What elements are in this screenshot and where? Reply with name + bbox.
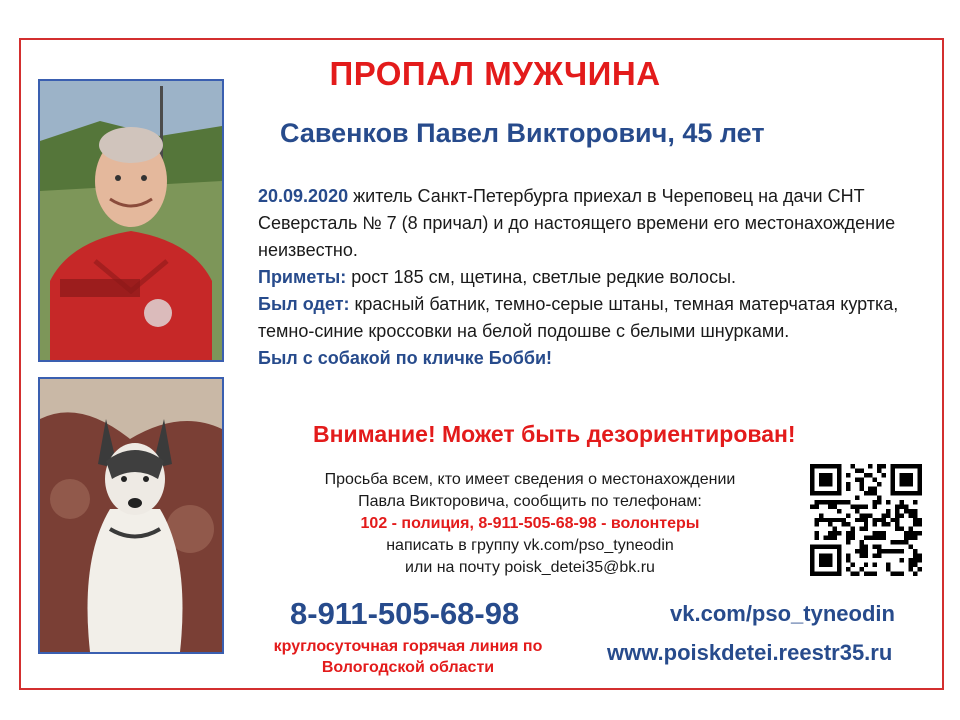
poster-title: ПРОПАЛ МУЖЧИНА	[329, 55, 661, 92]
signs-text: рост 185 см, щетина, светлые редкие волосы.	[346, 267, 737, 287]
attention-note: Внимание! Может быть дезориентирован!	[313, 421, 796, 447]
dog-note: Был с собакой по кличке Бобби!	[258, 348, 553, 368]
man-photo-icon	[40, 81, 222, 360]
request-phones: 102 - полиция, 8-911-505-68-98 - волонтеры	[360, 515, 700, 532]
request-line-1: Просьба всем, кто имеет сведения о местонахождении	[324, 471, 736, 488]
request-line-5: или на почту poisk_detei35@bk.ru	[405, 559, 655, 576]
qr-code-icon	[810, 464, 922, 576]
hotline-caption	[248, 636, 568, 678]
vk-link[interactable]: vk.com/pso_tyneodin	[670, 601, 895, 626]
hotline-caption-line-2: Вологодской области	[321, 659, 495, 676]
hotline-phone: 8-911-505-68-98	[290, 596, 520, 631]
qr-code-svg	[810, 464, 922, 576]
missing-person-name: Савенков Павел Викторович, 45 лет	[280, 118, 765, 148]
clothes-text: красный батник, темно-серые штаны, темная матерчатая куртка, темно-синие кроссовки на белой подошве с белыми шнурками.	[258, 294, 899, 341]
description-block	[258, 183, 918, 372]
site-link[interactable]: www.poiskdetei.reestr35.ru	[607, 640, 893, 665]
request-block	[280, 469, 780, 579]
dog-photo-icon	[40, 379, 222, 652]
missing-date: 20.09.2020	[258, 186, 349, 206]
request-line-4: написать в группу vk.com/pso_tyneodin	[386, 537, 674, 554]
story-text: житель Санкт-Петербурга приехал в Череповец на дачи СНТ Северсталь № 7 (8 причал) и до настоящего времени его местонахождение неизвестно.	[258, 186, 896, 260]
dog-photo	[38, 377, 224, 654]
clothes-label: Был одет:	[258, 294, 350, 314]
signs-label: Приметы:	[258, 267, 347, 287]
man-photo	[38, 79, 224, 362]
hotline-caption-line-1: круглосуточная горячая линия по	[273, 638, 543, 655]
request-line-2: Павла Викторовича, сообщить по телефонам:	[358, 493, 702, 510]
